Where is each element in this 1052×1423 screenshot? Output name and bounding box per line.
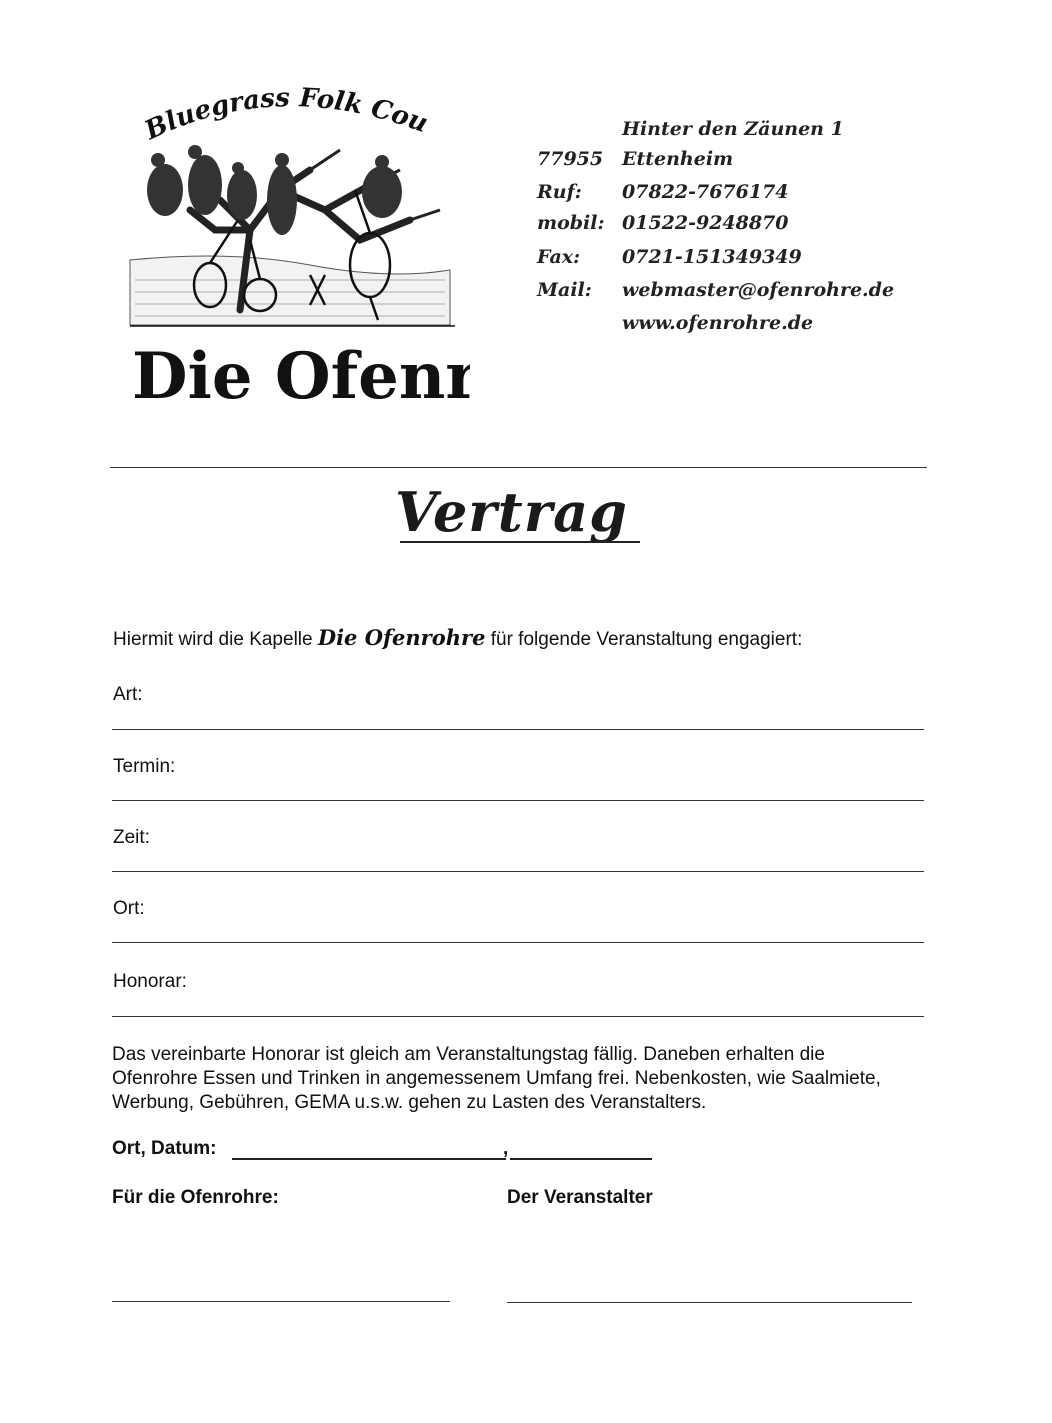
band-logo-illustration <box>110 80 470 430</box>
mobile-label: mobil: <box>537 212 605 234</box>
field-termin-label: Termin: <box>113 756 176 777</box>
fax-number: 0721-151349349 <box>622 246 802 268</box>
band-signature-label: Für die Ofenrohre: <box>112 1187 279 1208</box>
terms-paragraph: Das vereinbarte Honorar ist gleich am Veranstaltungstag fällig. Daneben erhalten die Ofenrohre Essen und Trinken in angemessenem Umfang frei. Nebenkosten, wie Saalmiete, Werbung, Gebühren, GEMA u.s.w. gehen zu Lasten des Veranstalters. <box>112 1044 881 1113</box>
field-ort-label: Ort: <box>113 898 145 919</box>
field-termin-line[interactable] <box>112 800 924 801</box>
place-date-comma: , <box>503 1138 509 1159</box>
field-honorar-label: Honorar: <box>113 971 187 992</box>
field-zeit-line[interactable] <box>112 871 924 872</box>
contact-street: Hinter den Zäunen 1 <box>622 118 844 140</box>
band-signature-line[interactable] <box>112 1301 450 1302</box>
mail-label: Mail: <box>537 279 592 301</box>
document-title-text: Vertrag <box>395 480 628 544</box>
field-art-label: Art: <box>113 684 143 705</box>
place-date-label: Ort, Datum: <box>112 1138 217 1159</box>
logo-arc-text: Bluegrass Folk Cou <box>140 83 432 147</box>
title-underline <box>400 541 640 543</box>
intro-sentence <box>113 625 802 651</box>
phone-label: Ruf: <box>537 181 582 203</box>
intro-band-name: Die Ofenrohre <box>317 625 486 650</box>
intro-text-after: für folgende Veranstaltung engagiert: <box>485 629 803 650</box>
organizer-signature-label: Der Veranstalter <box>507 1187 653 1208</box>
date-line[interactable] <box>510 1158 652 1160</box>
field-ort-line[interactable] <box>112 942 924 943</box>
fax-label: Fax: <box>537 246 581 268</box>
header-divider <box>110 467 927 468</box>
mobile-number: 01522-9248870 <box>622 212 789 234</box>
mail-link[interactable]: webmaster@ofenrohre.de <box>622 279 895 301</box>
field-honorar-line[interactable] <box>112 1016 924 1017</box>
contact-zip: 77955 <box>537 148 604 170</box>
intro-text-before: Hiermit wird die Kapelle <box>113 629 318 650</box>
field-art-line[interactable] <box>112 729 924 730</box>
band-logo <box>110 80 470 430</box>
contact-city: Ettenheim <box>622 148 734 170</box>
logo-band-name: Die Ofenr <box>132 339 470 414</box>
document-title <box>395 480 655 555</box>
website-link[interactable]: www.ofenrohre.de <box>622 312 814 334</box>
phone-number: 07822-7676174 <box>622 181 789 203</box>
field-zeit-label: Zeit: <box>113 827 150 848</box>
place-line[interactable] <box>232 1158 506 1160</box>
organizer-signature-line[interactable] <box>507 1302 912 1303</box>
